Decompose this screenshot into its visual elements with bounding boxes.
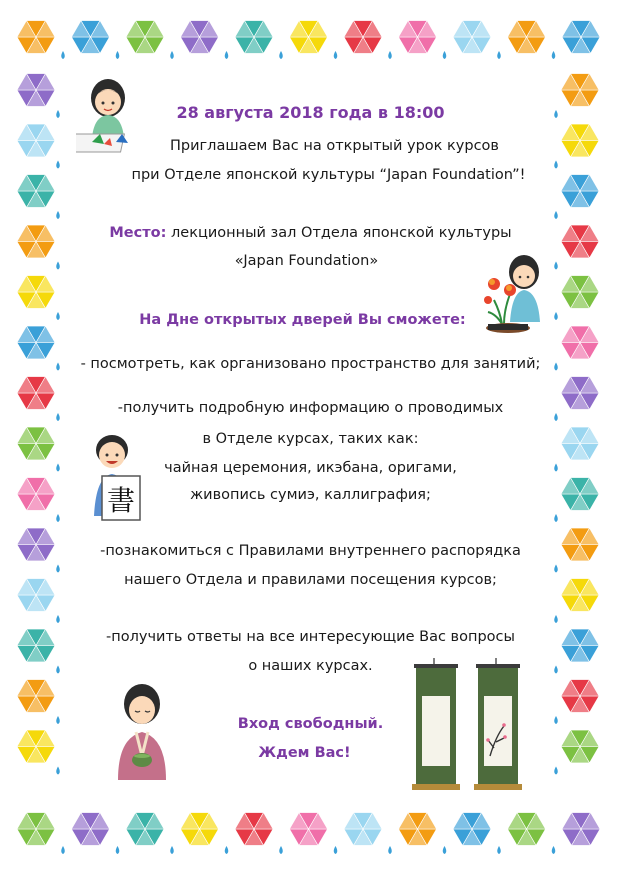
border-droplet [554, 767, 558, 775]
border-hexagon [235, 21, 273, 54]
border-hexagon [344, 21, 382, 54]
border-droplet [170, 846, 174, 854]
origami-folding-person-icon [76, 70, 142, 156]
border-hexagon [17, 74, 55, 107]
open-day-heading: На Дне открытых дверей Вы сможете: [139, 312, 466, 328]
event-date: 28 августа 2018 года в 18:00 [176, 103, 445, 122]
border-hexagon [453, 21, 491, 54]
border-hexagon [561, 276, 599, 309]
border-droplet [497, 846, 501, 854]
border-droplet [334, 846, 338, 854]
item-4-line-2: о наших курсах. [248, 658, 373, 674]
border-droplet [61, 51, 65, 59]
border-hexagon [399, 21, 437, 54]
item-2-line-3: чайная церемония, икэбана, оригами, [164, 460, 457, 476]
intro-line-2: при Отделе японской культуры “Japan Foundation”! [131, 167, 526, 183]
border-hexagon [290, 21, 328, 54]
border-droplet [116, 51, 120, 59]
border-hexagon [508, 813, 546, 846]
border-hexagon [562, 813, 600, 846]
place-value: лекционный зал Отдела японской культуры [166, 225, 512, 241]
ikebana-woman-icon [480, 252, 546, 336]
calligraphy-glyph: 書 [106, 484, 136, 517]
border-hexagon [181, 21, 219, 54]
border-hexagon [399, 813, 437, 846]
border-hexagon [181, 813, 219, 846]
border-droplet [554, 514, 558, 522]
border-droplet [225, 51, 229, 59]
calligraphy-boy-icon [88, 430, 144, 522]
border-hexagon [290, 813, 328, 846]
tea-ceremony-woman-icon [110, 680, 172, 788]
border-hexagon [561, 680, 599, 713]
border-droplet [279, 846, 283, 854]
border-droplet [56, 514, 60, 522]
border-droplet [554, 615, 558, 623]
border-droplet [552, 51, 556, 59]
border-hexagon [126, 813, 164, 846]
border-droplet [497, 51, 501, 59]
border-hexagon [17, 680, 55, 713]
place-line-2: «Japan Foundation» [234, 253, 379, 269]
border-droplet [116, 846, 120, 854]
item-2-line-4: живопись сумиэ, каллиграфия; [190, 487, 431, 503]
border-droplet [56, 615, 60, 623]
border-hexagon [17, 813, 55, 846]
border-hexagon [126, 21, 164, 54]
border-droplet [554, 211, 558, 219]
item-2-line-2: в Отделе курсах, таких как: [202, 431, 419, 447]
border-droplet [334, 51, 338, 59]
border-hexagon [72, 813, 110, 846]
border-hexagon [17, 276, 55, 309]
item-4-line-1: -получить ответы на все интересующие Вас вопросы [106, 629, 515, 645]
border-droplet [552, 846, 556, 854]
border-hexagon [235, 813, 273, 846]
footer-line-1: Вход свободный. [237, 716, 384, 732]
place-line [0, 224, 621, 242]
item-3-line-1: -познакомиться с Правилами внутреннего распорядка [100, 543, 521, 559]
hanging-scrolls-icon [412, 656, 528, 796]
border-hexagon [344, 813, 382, 846]
border-droplet [61, 846, 65, 854]
border-hexagon [453, 813, 491, 846]
border-droplet [279, 51, 283, 59]
item-2-line-1: -получить подробную информацию о проводимых [117, 400, 504, 416]
border-droplet [443, 846, 447, 854]
border-droplet [225, 846, 229, 854]
border-hexagon [561, 74, 599, 107]
border-droplet [170, 51, 174, 59]
border-droplet [443, 51, 447, 59]
border-droplet [56, 767, 60, 775]
border-droplet [388, 51, 392, 59]
footer-line-2: Ждем Вас! [258, 745, 351, 761]
border-droplet [56, 211, 60, 219]
border-hexagon [562, 21, 600, 54]
place-label: Место: [109, 225, 167, 241]
intro-line-1: Приглашаем Вас на открытый урок курсов [170, 138, 499, 154]
border-hexagon [17, 21, 55, 54]
border-droplet [388, 846, 392, 854]
border-hexagon [508, 21, 546, 54]
border-hexagon [72, 21, 110, 54]
item-1-line-1: - посмотреть, как организовано пространство для занятий; [80, 356, 541, 372]
item-3-line-2: нашего Отдела и правилами посещения курсов; [124, 572, 497, 588]
